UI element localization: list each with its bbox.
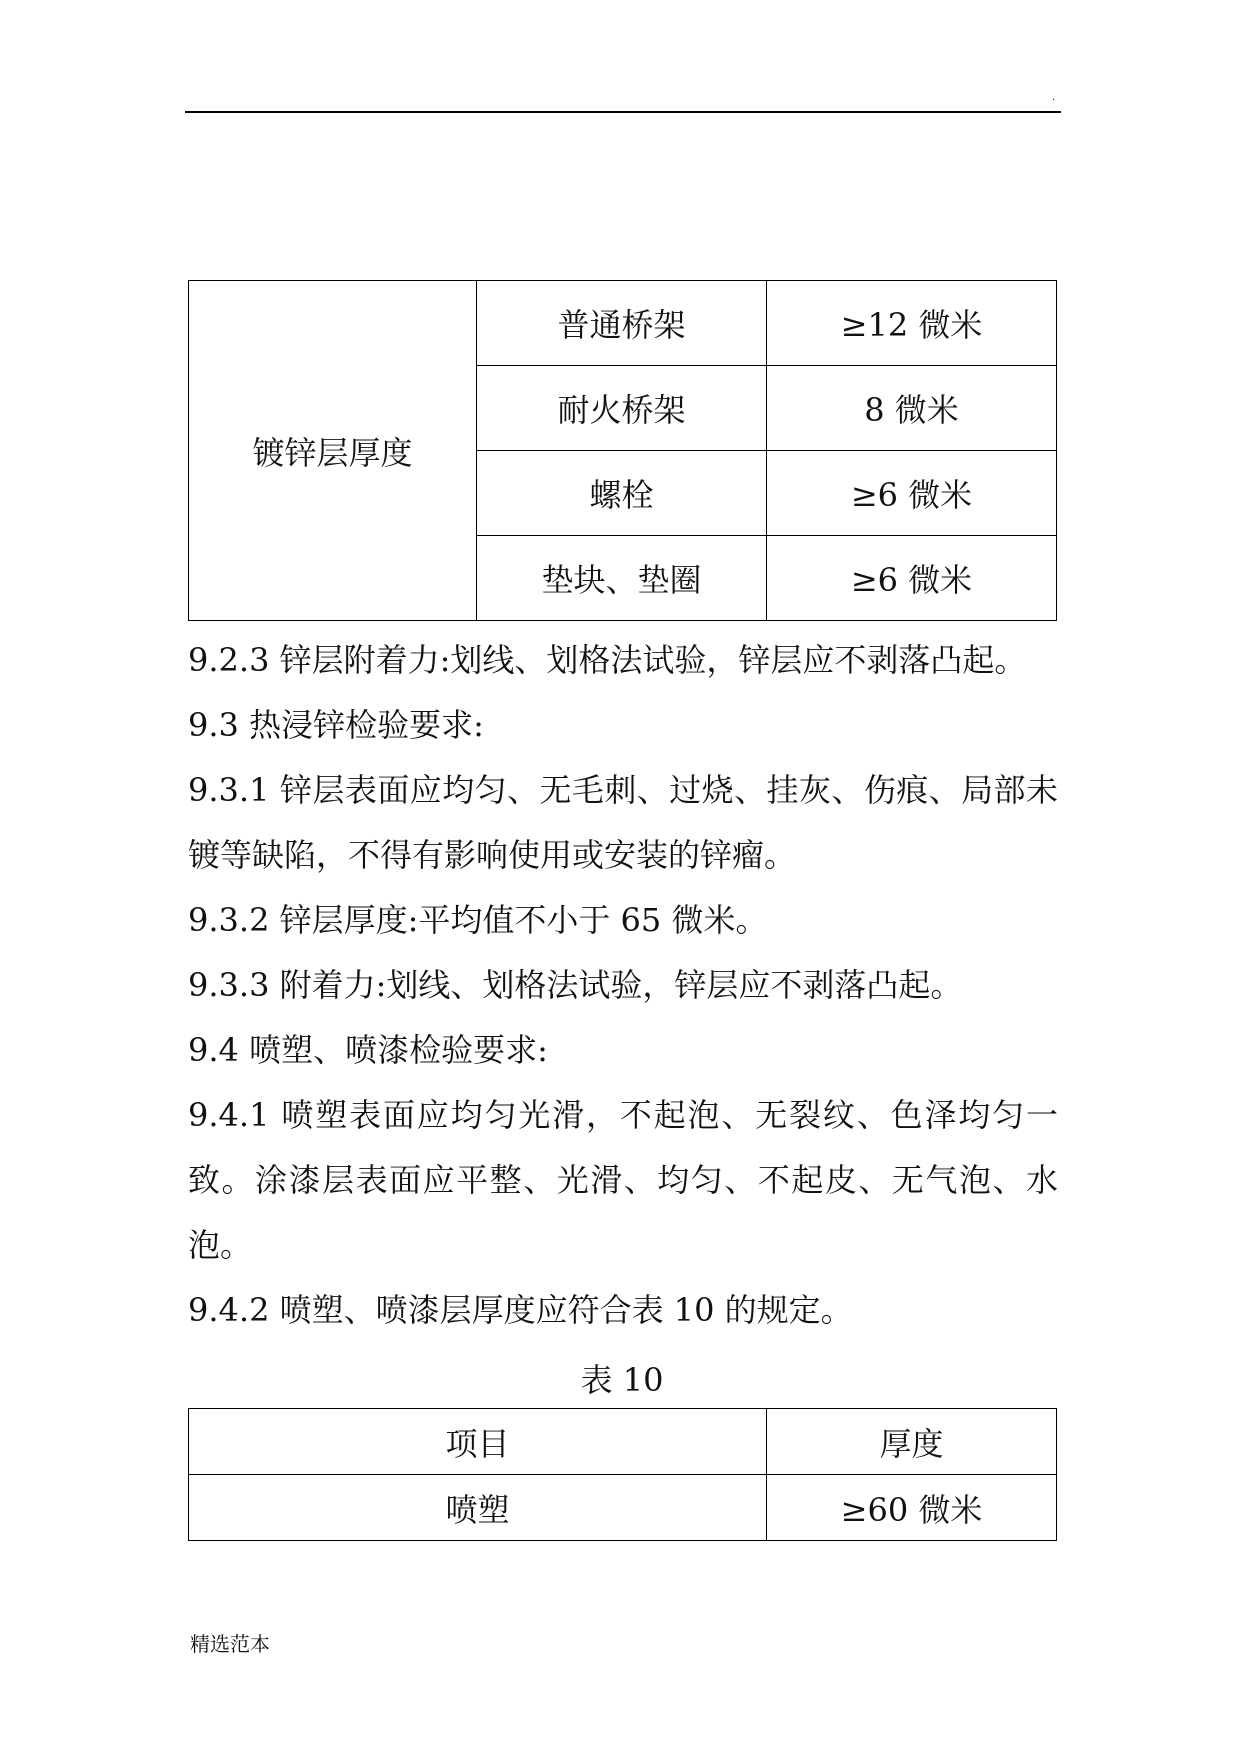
- table-row: [189, 1475, 1057, 1541]
- galvanizing-thickness-table: [188, 280, 1057, 621]
- table-header-item: 项目: [189, 1409, 767, 1475]
- header-rule: [185, 111, 1061, 113]
- table-cell-value: ≥12 微米: [767, 281, 1057, 366]
- footer-text: 精选范本: [190, 1632, 270, 1656]
- table-cell-value: ≥6 微米: [767, 451, 1057, 536]
- table-cell-value: 8 微米: [767, 366, 1057, 451]
- table-cell-type: 耐火桥架: [477, 366, 767, 451]
- paragraph-9-4-1: 9.4.1 喷塑表面应均匀光滑，不起泡、无裂纹、色泽均匀一致。涂漆层表面应平整、光滑、均匀、不起皮、无气泡、水泡。: [188, 1096, 1058, 1264]
- table-cell-type: 螺栓: [477, 451, 767, 536]
- paragraph-9-2-3: 9.2.3 锌层附着力:划线、划格法试验，锌层应不剥落凸起。: [188, 641, 1027, 679]
- table-header-row: [189, 1409, 1057, 1475]
- paragraph-9-3-1: 9.3.1 锌层表面应均匀、无毛刺、过烧、挂灰、伤痕、局部未镀等缺陷，不得有影响使用或安装的锌瘤。: [188, 771, 1058, 874]
- table-cell-type: 普通桥架: [477, 281, 767, 366]
- paragraph-9-4-2: 9.4.2 喷塑、喷漆层厚度应符合表 10 的规定。: [188, 1291, 853, 1329]
- table-cell-item: 镀锌层厚度: [189, 281, 477, 621]
- paragraph-9-3-3: 9.3.3 附着力:划线、划格法试验，锌层应不剥落凸起。: [188, 966, 963, 1004]
- table-cell-item: 喷塑: [189, 1475, 767, 1541]
- table-cell-thickness: ≥60 微米: [767, 1475, 1057, 1541]
- table-header-thickness: 厚度: [767, 1409, 1057, 1475]
- header-dot: .: [1052, 92, 1056, 103]
- paragraph-9-3-2: 9.3.2 锌层厚度:平均值不小于 65 微米。: [188, 901, 768, 939]
- table-row: [189, 281, 1057, 366]
- paragraph-9-3: 9.3 热浸锌检验要求:: [188, 706, 484, 744]
- paragraph-9-4: 9.4 喷塑、喷漆检验要求:: [188, 1031, 548, 1069]
- table-cell-type: 垫块、垫圈: [477, 536, 767, 621]
- coating-thickness-table: [188, 1408, 1057, 1541]
- table-cell-value: ≥6 微米: [767, 536, 1057, 621]
- table-caption: 表 10: [580, 1361, 664, 1399]
